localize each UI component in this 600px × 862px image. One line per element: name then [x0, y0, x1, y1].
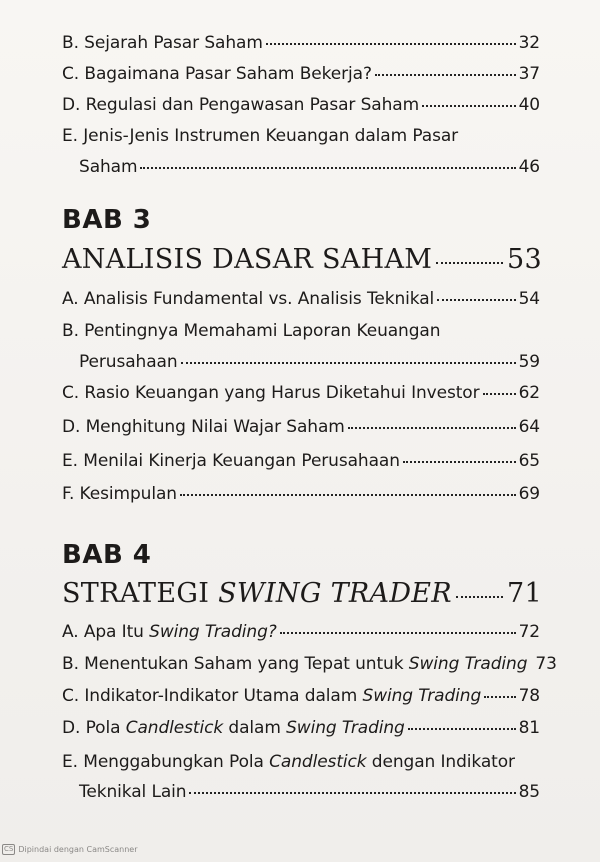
toc-entry-page: 78 — [518, 686, 540, 706]
camscanner-logo: CS — [4, 845, 14, 853]
toc-entry-label-cont: Perusahaan — [79, 352, 178, 372]
toc-entry-label: D. Regulasi dan Pengawasan Pasar Saham — [62, 95, 420, 115]
watermark-text: Dipindai dengan CamScanner — [18, 845, 138, 854]
toc-entry[interactable] — [62, 125, 540, 178]
chapter-title-row[interactable] — [62, 578, 542, 609]
toc-entry[interactable] — [62, 685, 540, 707]
toc-entry[interactable] — [62, 751, 540, 803]
scanner-watermark — [2, 844, 138, 855]
leader-dots — [484, 696, 515, 698]
leader-dots — [375, 74, 516, 76]
leader-dots — [437, 299, 515, 301]
toc-entry[interactable] — [62, 320, 540, 373]
toc-entry-label: D. Menghitung Nilai Wajar Saham — [62, 417, 345, 437]
leader-dots — [483, 393, 516, 395]
leader-dots — [280, 632, 516, 634]
toc-entry-label: B. Pentingnya Memahami Laporan Keuangan — [62, 321, 441, 341]
toc-entry-label: B. Menentukan Saham yang Tepat untuk Swing Trading — [62, 654, 528, 674]
toc-entry-page: 62 — [518, 383, 540, 403]
toc-entry[interactable] — [62, 653, 557, 675]
toc-entry-page: 37 — [518, 64, 540, 84]
chapter-title-italic: SWING TRADER — [218, 578, 452, 609]
leader-dots — [266, 43, 516, 45]
toc-entry-page: 32 — [518, 33, 540, 53]
toc-entry[interactable] — [62, 63, 540, 85]
toc-entry-page: 85 — [518, 782, 540, 802]
toc-entry[interactable] — [62, 717, 540, 739]
chapter-title: STRATEGI — [62, 578, 219, 609]
toc-entry[interactable] — [62, 621, 540, 643]
leader-dots — [189, 792, 515, 794]
toc-entry[interactable] — [62, 483, 540, 505]
chapter-title: ANALISIS DASAR SAHAM — [62, 244, 433, 275]
leader-dots — [348, 427, 516, 429]
toc-entry-label: A. Analisis Fundamental vs. Analisis Teknikal — [62, 289, 435, 309]
toc-entry[interactable] — [62, 382, 540, 404]
leader-dots — [408, 728, 516, 730]
toc-entry-page: 65 — [518, 451, 540, 471]
toc-entry-page: 46 — [518, 157, 540, 177]
toc-entry-label-cont: Teknikal Lain — [79, 782, 187, 802]
toc-entry[interactable] — [62, 288, 540, 310]
toc-entry-page: 69 — [518, 484, 540, 504]
toc-entry-label: E. Jenis-Jenis Instrumen Keuangan dalam Pasar — [62, 126, 459, 146]
toc-entry-label: A. Apa Itu Swing Trading? — [62, 622, 277, 642]
leader-dots — [140, 167, 515, 169]
chapter-title-row[interactable] — [62, 244, 542, 275]
chapter-page: 71 — [507, 578, 542, 609]
toc-entry-page: 54 — [518, 289, 540, 309]
leader-dots — [456, 596, 503, 598]
toc-entry[interactable] — [62, 416, 540, 438]
toc-entry-page: 59 — [518, 352, 540, 372]
toc-entry-label: D. Pola Candlestick dalam Swing Trading — [62, 718, 405, 738]
leader-dots — [181, 362, 516, 364]
chapter-number: BAB 3 — [62, 205, 152, 235]
toc-entry-label: C. Indikator-Indikator Utama dalam Swing Trading — [62, 686, 482, 706]
toc-entry-label: B. Sejarah Pasar Saham — [62, 33, 263, 53]
leader-dots — [422, 105, 515, 107]
toc-entry-label-cont: Saham — [79, 157, 138, 177]
toc-entry-label: C. Rasio Keuangan yang Harus Diketahui Investor — [62, 383, 480, 403]
chapter-number: BAB 4 — [62, 540, 152, 570]
toc-entry-label: F. Kesimpulan — [62, 484, 177, 504]
toc-entry-page: 72 — [518, 622, 540, 642]
leader-dots — [403, 461, 516, 463]
chapter-page: 53 — [507, 244, 542, 275]
toc-entry-page: 73 — [535, 654, 557, 674]
toc-entry-label: E. Menilai Kinerja Keuangan Perusahaan — [62, 451, 400, 471]
toc-entry-page: 64 — [518, 417, 540, 437]
toc-entry-label: E. Menggabungkan Pola Candlestick dengan Indikator — [62, 752, 515, 772]
toc-entry[interactable] — [62, 94, 540, 116]
leader-dots — [436, 262, 503, 264]
toc-entry[interactable] — [62, 32, 540, 54]
toc-entry-page: 40 — [518, 95, 540, 115]
toc-entry-label: C. Bagaimana Pasar Saham Bekerja? — [62, 64, 372, 84]
toc-entry-page: 81 — [518, 718, 540, 738]
toc-entry[interactable] — [62, 450, 540, 472]
leader-dots — [180, 494, 516, 496]
